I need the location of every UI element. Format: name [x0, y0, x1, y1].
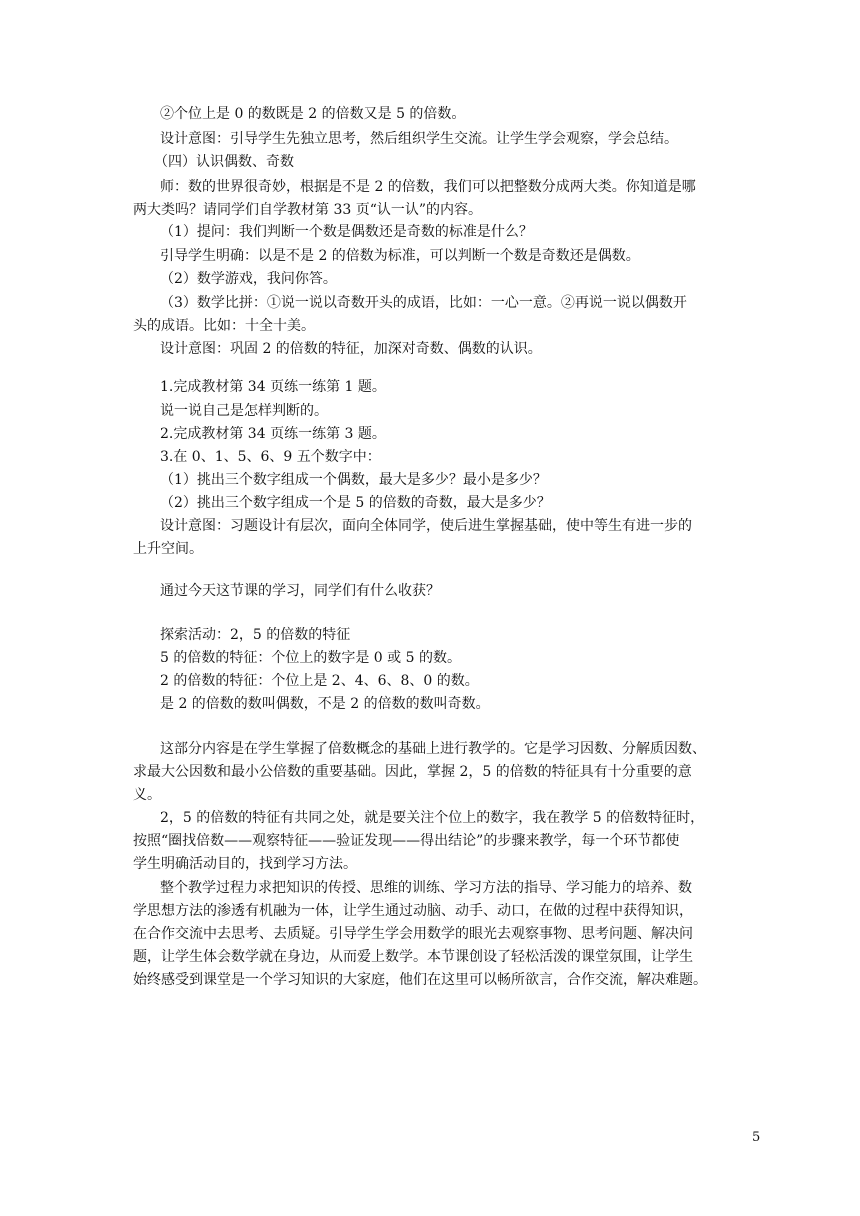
exercise-item: 2.完成教材第 34 页练一练第 3 题。	[160, 426, 386, 442]
text-line: 义。	[133, 787, 161, 803]
text-line: （3）数学比拼：①说一说以奇数开头的成语，比如：一心一意。②再说一说以偶数开	[160, 295, 687, 311]
board-title: 探索活动：2，5 的倍数的特征	[160, 627, 351, 643]
text-line: （2）数学游戏，我问你答。	[160, 271, 337, 287]
text-line: 在合作交流中去思考、去质疑。引导学生学会用数学的眼光去观察事物、思考问题、解决问	[133, 926, 693, 942]
text-line: 设计意图：习题设计有层次，面向全体同学，使后进生掌握基础，使中等生有进一步的	[160, 518, 692, 534]
exercise-item: 1.完成教材第 34 页练一练第 1 题。	[160, 379, 386, 395]
text-line: 这部分内容是在学生掌握了倍数概念的基础上进行教学的。它是学习因数、分解质因数、	[160, 741, 706, 757]
text-line: 学生明确活动目的，找到学习方法。	[133, 856, 357, 872]
text-line: （2）挑出三个数字组成一个是 5 的倍数的奇数，最大是多少？	[160, 495, 551, 511]
text-line: 2 的倍数的特征：个位上是 2、4、6、8、0 的数。	[160, 673, 479, 689]
text-line: ②个位上是 0 的数既是 2 的倍数又是 5 的倍数。	[160, 106, 466, 122]
text-line: 上升空间。	[133, 541, 203, 557]
text-line: 师：数的世界很奇妙，根据是不是 2 的倍数，我们可以把整数分成两大类。你知道是哪	[160, 179, 696, 195]
text-line: 通过今天这节课的学习，同学们有什么收获？	[160, 583, 440, 599]
text-line: （1）挑出三个数字组成一个偶数，最大是多少？最小是多少？	[160, 472, 547, 488]
section-heading: （四）认识偶数、奇数	[154, 154, 294, 170]
text-line: （1）提问：我们判断一个数是偶数还是奇数的标准是什么？	[160, 224, 533, 240]
text-line: 头的成语。比如：十全十美。	[133, 318, 315, 334]
text-line: 学思想方法的渗透有机融为一体，让学生通过动脑、动手、动口，在做的过程中获得知识，	[133, 903, 693, 919]
text-line: 题，让学生体会数学就在身边，从而爱上数学。本节课创设了轻松活泼的课堂氛围，让学生	[133, 949, 693, 965]
text-line: 设计意图：巩固 2 的倍数的特征，加深对奇数、偶数的认识。	[160, 341, 542, 357]
exercise-item: 3.在 0、1、5、6、9 五个数字中：	[160, 449, 381, 465]
text-line: 始终感受到课堂是一个学习知识的大家庭，他们在这里可以畅所欲言，合作交流，解决难题。	[133, 972, 707, 988]
text-line: 是 2 的倍数的数叫偶数，不是 2 的倍数的数叫奇数。	[160, 696, 490, 712]
text-line: 5 的倍数的特征：个位上的数字是 0 或 5 的数。	[160, 650, 461, 666]
page-number: 5	[752, 1130, 761, 1145]
text-line: 求最大公因数和最小公倍数的重要基础。因此，掌握 2，5 的倍数的特征具有十分重要的意	[133, 764, 692, 780]
text-line: 说一说自己是怎样判断的。	[160, 403, 328, 419]
text-line: 2，5 的倍数的特征有共同之处，就是要关注个位上的数字，我在教学 5 的倍数特征时，	[160, 810, 705, 826]
text-line: 两大类吗？请同学们自学教材第 33 页“认一认”的内容。	[133, 202, 483, 218]
text-line: 整个教学过程力求把知识的传授、思维的训练、学习方法的指导、学习能力的培养、数	[160, 880, 692, 896]
text-line: 引导学生明确：以是不是 2 的倍数为标准，可以判断一个数是奇数还是偶数。	[160, 248, 640, 264]
text-line: 按照“圈找倍数——观察特征——验证发现——得出结论”的步骤来教学，每一个环节都使	[133, 833, 680, 849]
text-line: 设计意图：引导学生先独立思考，然后组织学生交流。让学生学会观察，学会总结。	[160, 131, 678, 147]
